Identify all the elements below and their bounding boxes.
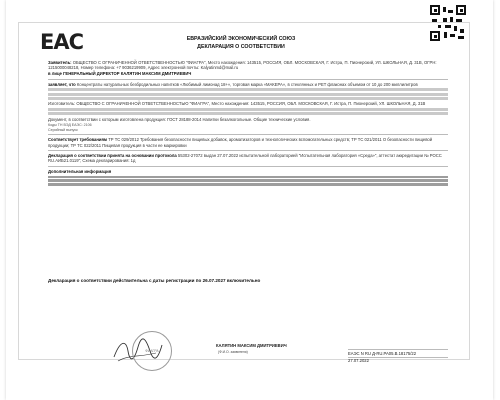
declares-section xyxy=(48,82,448,87)
manufacturer-text: ОБЩЕСТВО С ОГРАНИЧЕННОЙ ОТВЕТСТВЕННОСТЬЮ "ФИАГРА", Место нахождения: 143515, РОССИЯ, ОБЛ. МОСКОВСКАЯ, Г. Истра, П. Пионерский, УЛ. ШКОЛЬНАЯ, Д. 31В xyxy=(76,101,426,107)
union-name: ЕВРАЗИЙСКИЙ ЭКОНОМИЧЕСКИЙ СОЮЗ xyxy=(186,36,296,42)
divider xyxy=(48,150,448,151)
divider xyxy=(48,134,448,135)
customs-codes: Коды ТН ВЭД ЕАЭС: 2106 xyxy=(48,122,92,127)
additional-info-placeholder xyxy=(48,179,448,182)
signature-block xyxy=(48,337,448,377)
signer-role: (Ф.И.О. заявителя) xyxy=(218,350,248,354)
declares-text: Концентраты натуральных безбродильных напитков «Любимый лимонад 18+», торговая марка «МАКЕРА», в стеклянных и PET флаконах объемом от 10 до 200 миллилитров xyxy=(76,81,418,87)
manufacturer-section xyxy=(48,101,448,106)
validity-statement: Декларация о соответствии действительна с даты регистрации по 26.07.2027 включительно xyxy=(48,278,261,283)
signer-name: КАЛЯТИН МАКСИМ ДМИТРИЕВИЧ xyxy=(216,343,287,348)
declares-label: заявляет, что xyxy=(48,81,76,87)
divider xyxy=(48,166,448,167)
additional-info-placeholder xyxy=(48,183,448,186)
representative-section xyxy=(48,71,448,76)
registration-box xyxy=(348,349,448,364)
compliance-section xyxy=(48,137,448,148)
declaration-sheet xyxy=(6,0,493,400)
manufacturer-label: Изготовитель: xyxy=(48,101,76,107)
divider xyxy=(48,79,448,80)
company-stamp xyxy=(132,331,172,371)
product-line-placeholder xyxy=(48,93,448,96)
declaration-body xyxy=(48,60,448,187)
basis-section xyxy=(48,153,448,164)
registration-number: ЕАЭС N RU Д-RU.PA05.В.18175/22 xyxy=(348,349,448,357)
manufacturer-line-placeholder xyxy=(48,112,448,115)
applicant-section xyxy=(48,60,448,71)
eac-mark: EAC xyxy=(40,30,84,54)
representative-label: в лице xyxy=(48,71,62,77)
product-line-placeholder xyxy=(48,88,448,91)
applicant-text: ОБЩЕСТВО С ОГРАНИЧЕННОЙ ОТВЕТСТВЕННОСТЬЮ "ФИАГРА", Место нахождения: 143515, РОССИЯ, ОБЛ. МОСКОВСКАЯ, Г. Истра, П. Пионерский, УЛ. ШКОЛЬНАЯ, Д. 31В, ОГРН: 1215000048218, Номер телефона: +7 9036219909, Адрес электронной почты: xyxy=(48,60,437,71)
document-basis-line: Документ, в соответствии с которым изготовлена продукция: ГОСТ 28188-2014 Напитки безалкогольные. Общие технические условия. xyxy=(48,116,311,122)
compliance-text: ТР ТС 029/2012 Требования безопасности пищевых добавок, ароматизаторов и технологических вспомогательных средств; ТР ТС 021/2011 О безопасности пищевой продукции; ТР ТС 022/2011 Пищевая продукция в части ее маркировки xyxy=(48,137,433,148)
representative-name: ГЕНЕРАЛЬНЫЙ ДИРЕКТОР КАЛЯТИН МАКСИМ ДМИТРИЕВИЧ xyxy=(63,71,192,77)
applicant-label: Заявитель: xyxy=(48,60,72,65)
stamp-label: ФИАГРА xyxy=(145,349,159,353)
compliance-label: Соответствует требованиям xyxy=(48,137,108,143)
basis-text: 55302-27072 выдан 27.07.2022 испытательной лабораторией "Испытательная лаборатория «Среда»", аттестат аккредитации № РОСС RU.АИБ21.0119"; Схема декларирования: 1д xyxy=(48,153,442,164)
additional-info-placeholder xyxy=(48,176,448,179)
document-header xyxy=(86,35,396,51)
manufacturer-line-placeholder xyxy=(48,108,448,111)
registration-date: 27.07.2022 xyxy=(348,357,448,365)
additional-info-label: Дополнительная информация xyxy=(48,168,112,174)
applicant-email: Kalyatinmd@mail.ru xyxy=(200,65,239,71)
basis-label: Декларация о соответствии принята на основании протокола xyxy=(48,153,177,159)
product-line-placeholder xyxy=(48,97,448,100)
document-title: ДЕКЛАРАЦИЯ О СООТВЕТСТВИИ xyxy=(197,44,285,50)
series-type: Серийный выпуск xyxy=(48,127,78,132)
